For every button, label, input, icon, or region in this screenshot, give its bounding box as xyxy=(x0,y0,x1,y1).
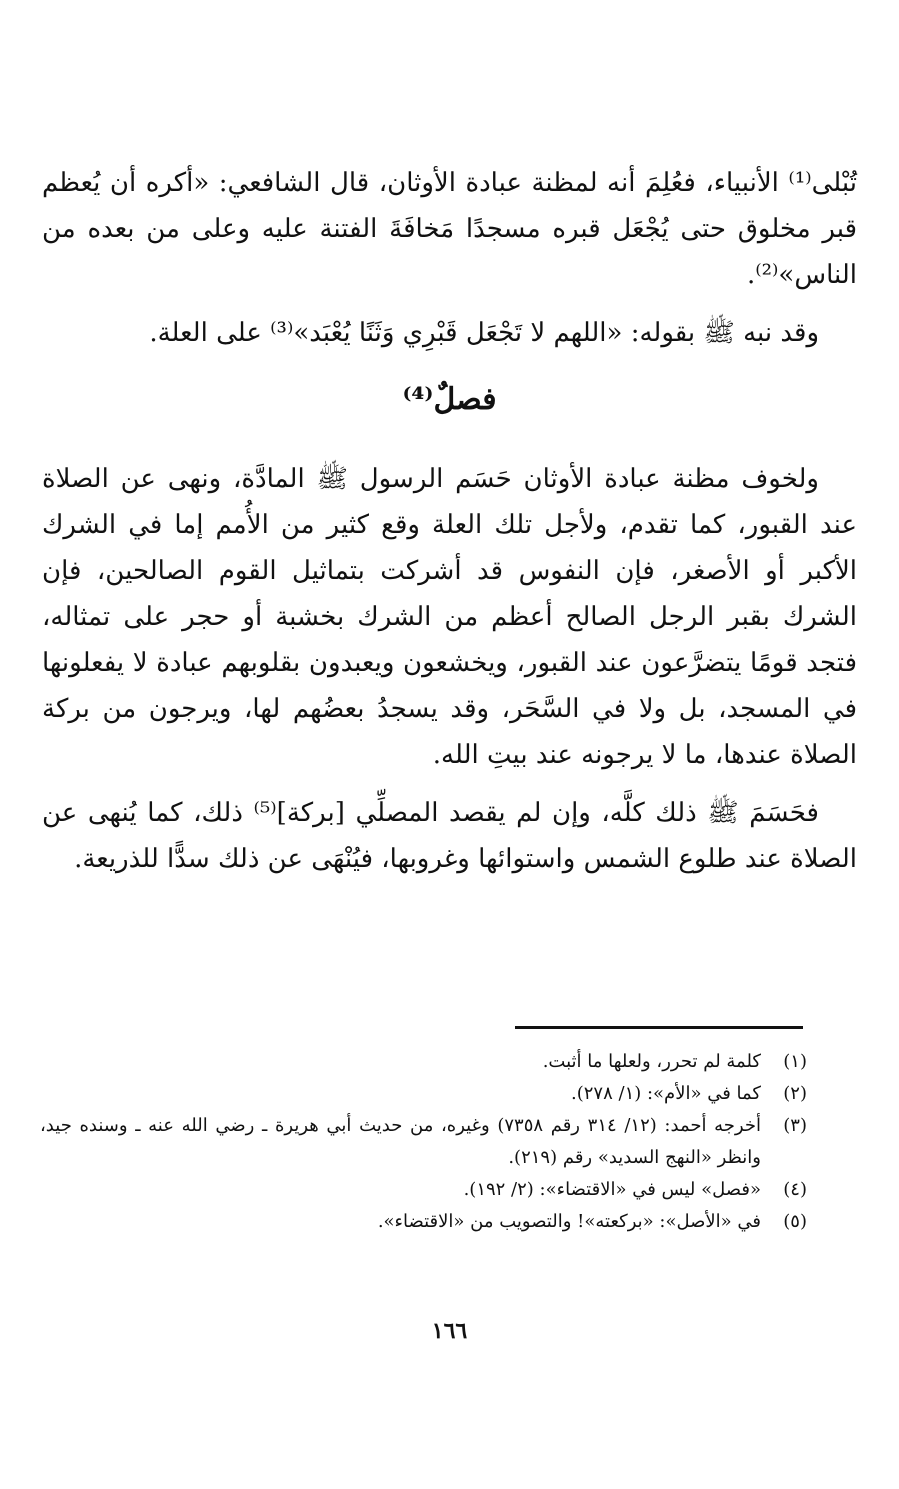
footnote-item xyxy=(40,1174,807,1206)
footnote-text: كلمة لم تحرر، ولعلها ما أثبت. xyxy=(542,1051,761,1072)
paragraph-4: فحَسَمَ ﷺ ذلك كلَّه، وإن لم يقصد المصلِّي [بركة]⁽⁵⁾ ذلك، كما يُنهى عن الصلاة عند طلوع الشمس واستوائها وغروبها، فيُنْهَى عن ذلك سدًّا للذريعة. xyxy=(42,798,857,874)
footnote-number: (١) xyxy=(783,1051,807,1072)
footnote-number: (٣) xyxy=(783,1115,807,1136)
footnote-item xyxy=(40,1206,807,1238)
footnote-text: كما في «الأم»: (١/ ٢٧٨). xyxy=(571,1083,761,1104)
footnote-text: أخرجه أحمد: (١٢/ ٣١٤ رقم ٧٣٥٨) وغيره، من حديث أبي هريرة ـ رضي الله عنه ـ وسنده جيد، وانظر «النهج السديد» رقم (٢١٩). xyxy=(40,1115,761,1168)
footnote-separator xyxy=(515,1026,803,1029)
footnote-text: «فصل» ليس في «الاقتضاء»: (٢/ ١٩٢). xyxy=(463,1179,761,1200)
footnote-item xyxy=(40,1046,807,1078)
footnote-item xyxy=(40,1078,807,1110)
section-heading: فصلٌ⁽⁴⁾ xyxy=(402,382,497,417)
main-text-bottom xyxy=(42,456,857,882)
footnote-number: (٥) xyxy=(783,1211,807,1232)
footnote-item xyxy=(40,1110,807,1174)
footnote-text: في «الأصل»: «بركعته»! والتصويب من «الاقتضاء». xyxy=(377,1211,761,1232)
paragraph-3: ولخوف مظنة عبادة الأوثان حَسَم الرسول ﷺ المادَّة، ونهى عن الصلاة عند القبور، كما تقدم، ولأجل تلك العلة وقع كثير من الأُمم إما في الشرك الأكبر أو الأصغر، فإن النفوس قد أشركت بتماثيل القوم الصالحين، فإن الشرك بقبر الرجل الصالح أعظم من الشرك بخشبة أو حجر على تمثاله، فتجد قومًا يتضرَّعون عند القبور، ويخشعون ويعبدون بقلوبهم عبادة لا يفعلونها في المسجد، بل ولا في السَّحَر، وقد يسجدُ بعضُهم لها، ويرجون من بركة الصلاة عندها، ما لا يرجونه عند بيتِ الله. xyxy=(42,464,857,770)
footnote-number: (٢) xyxy=(783,1083,807,1104)
footnotes xyxy=(40,1046,807,1238)
footnote-number: (٤) xyxy=(783,1179,807,1200)
main-text-top xyxy=(42,160,857,356)
paragraph-2: وقد نبه ﷺ بقوله: «اللهم لا تَجْعَل قَبْرِي وَثَنًا يُعْبَد»⁽³⁾ على العلة. xyxy=(149,318,819,348)
paragraph-1: تُبْلى⁽¹⁾ الأنبياء، فعُلِمَ أنه لمظنة عبادة الأوثان، قال الشافعي: «أكره أن يُعظم قبر مخلوق حتى يُجْعَل قبره مسجدًا مَخافَةَ الفتنة عليه وعلى من بعده من الناس»⁽²⁾. xyxy=(42,168,857,290)
page-number: ١٦٦ xyxy=(431,1318,468,1344)
